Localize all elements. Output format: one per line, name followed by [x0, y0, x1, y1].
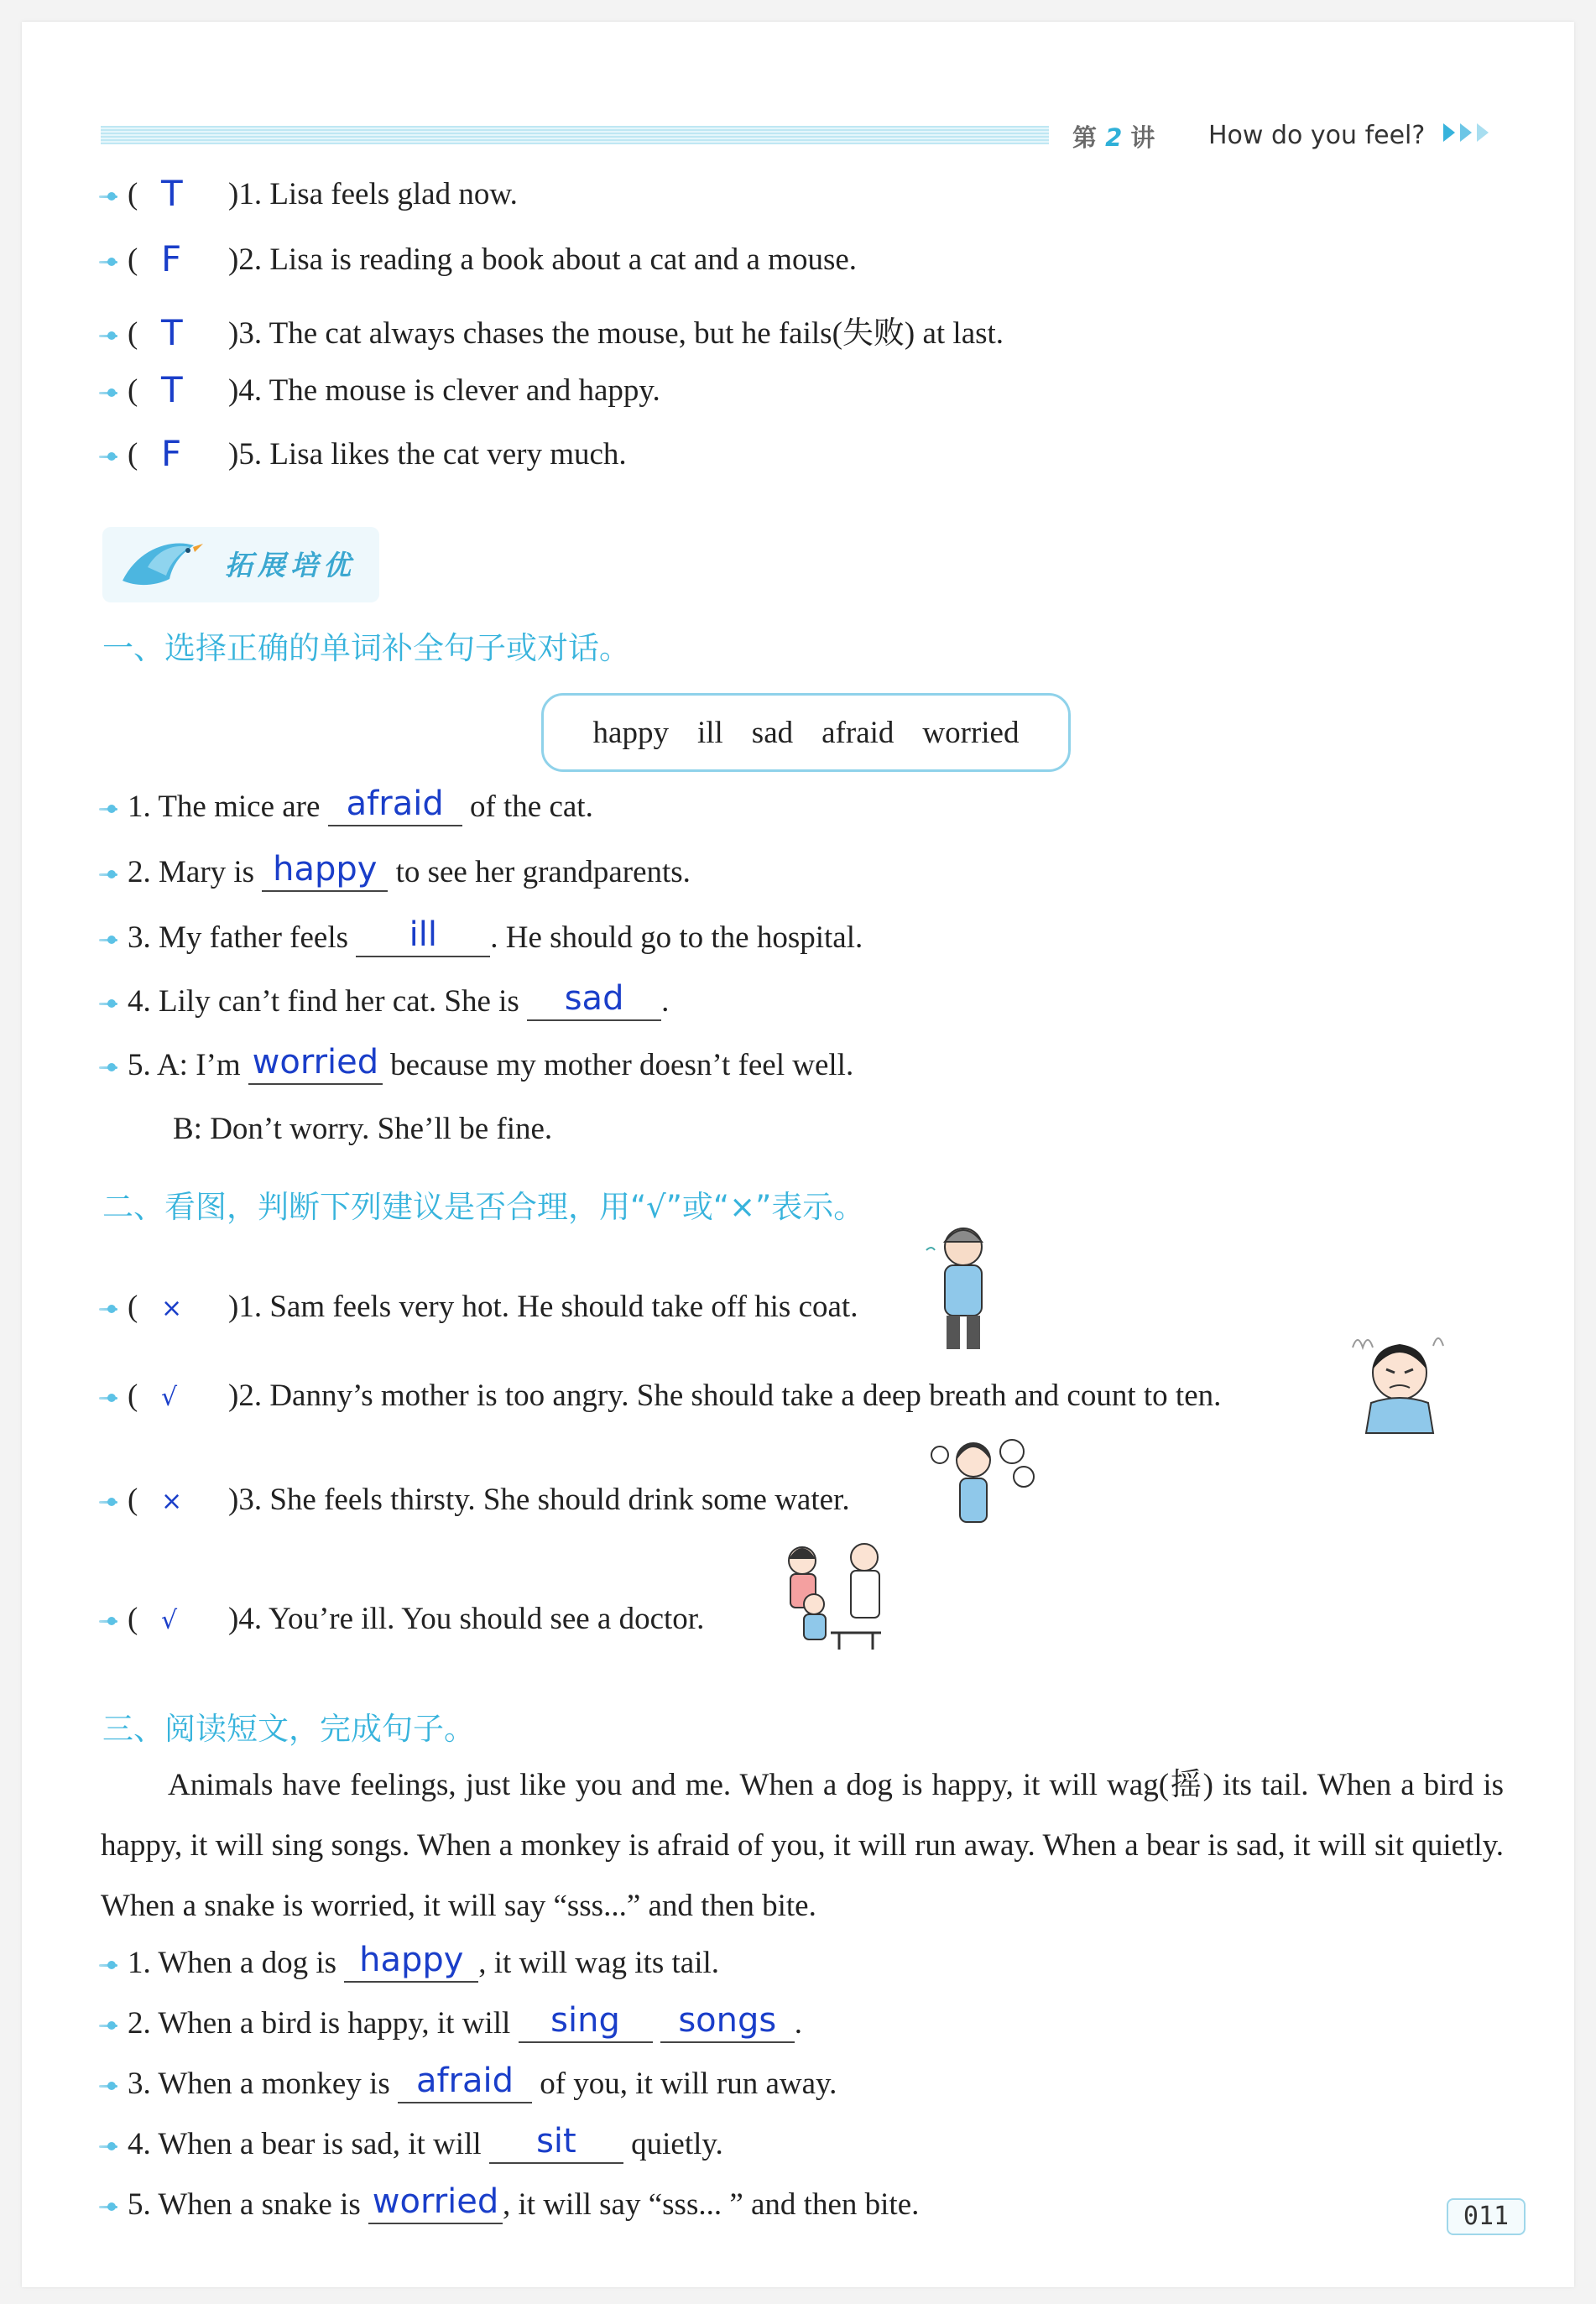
answer-mark: √: [161, 1606, 178, 1635]
bullet-icon: [99, 2197, 119, 2218]
tf-item: ( F )2. Lisa is reading a book about a cat and a mouse.: [99, 242, 857, 278]
bullet-icon: [99, 447, 119, 467]
boy-in-coat-illustration: [921, 1217, 1005, 1359]
answer-mark: ×: [161, 1294, 183, 1323]
answer-mark: T: [161, 312, 183, 353]
fill-item: 2. When a bird is happy, it will sing songs .: [99, 2005, 802, 2043]
bullet-icon: [99, 1956, 119, 1976]
word-bank-item: worried: [922, 715, 1020, 750]
page-number: 011: [1447, 2198, 1526, 2235]
answer-text: happy: [273, 850, 378, 889]
answer-mark: ×: [161, 1487, 183, 1516]
judge-item: ( × )3. She feels thirsty. She should drink some water.: [99, 1482, 850, 1518]
fill-item: 5. When a snake is worried , it will say “sss... ” and then bite.: [99, 2187, 919, 2224]
judge-item: ( √ )2. Danny’s mother is too angry. She should take a deep breath and count to ten.: [99, 1378, 1221, 1414]
tf-item: ( T )1. Lisa feels glad now.: [99, 176, 518, 212]
bullet-icon: [99, 2077, 119, 2097]
bird-icon: [114, 530, 206, 597]
fill-item: 2. Mary is happy to see her grandparents.: [99, 854, 691, 892]
answer-mark: F: [161, 433, 182, 474]
bullet-icon: [99, 865, 119, 885]
dialog-reply: B: Don’t worry. She’ll be fine.: [173, 1112, 553, 1146]
answer-text: worried: [372, 2182, 499, 2221]
word-bank-item: afraid: [821, 715, 894, 750]
answer-text: songs: [678, 2001, 777, 2040]
angry-mother-illustration: [1341, 1322, 1458, 1440]
bullet-icon: [99, 994, 119, 1014]
bullet-icon: [99, 800, 119, 820]
bullet-icon: [99, 253, 119, 273]
fill-item: 3. When a monkey is afraid of you, it will run away.: [99, 2066, 837, 2103]
fill-item: 4. When a bear is sad, it will sit quietly.: [99, 2126, 723, 2164]
answer-mark: T: [161, 369, 183, 410]
judge-item: ( √ )4. You’re ill. You should see a doctor.: [99, 1601, 704, 1637]
extension-title: 拓展培优: [225, 549, 356, 581]
lesson-label: 第 2 讲: [1072, 123, 1155, 152]
word-bank-item: ill: [696, 715, 723, 750]
tf-item: ( T )3. The cat always chases the mouse, but he fails(失败) at last.: [99, 307, 1004, 352]
thirsty-girl-illustration: [923, 1426, 1041, 1544]
bullet-icon: [99, 1300, 119, 1320]
word-bank-item: happy: [592, 715, 669, 750]
section1-title: 一、选择正确的单词补全句子或对话。: [102, 630, 630, 666]
answer-mark: T: [161, 173, 183, 214]
bullet-icon: [99, 383, 119, 404]
section2-title: 二、看图，判断下列建议是否合理，用“√”或“×”表示。: [102, 1189, 865, 1225]
header-band: [101, 126, 1049, 144]
tf-item: ( F )5. Lisa likes the cat very much.: [99, 436, 627, 472]
answer-text: worried: [252, 1043, 379, 1082]
header-title: How do you feel?: [1208, 121, 1426, 150]
answer-text: sing: [550, 2001, 620, 2040]
fill-item: 3. My father feels ill . He should go to the hospital.: [99, 920, 863, 957]
answer-text: sit: [536, 2122, 576, 2161]
fill-item: 5. A: I’m worried because my mother doesn’t feel well.: [99, 1047, 853, 1085]
answer-text: ill: [409, 915, 437, 954]
fill-item: 1. The mice are afraid of the cat.: [99, 789, 593, 826]
answer-mark: √: [161, 1383, 178, 1412]
answer-text: afraid: [415, 2062, 514, 2100]
answer-text: happy: [359, 1941, 464, 1979]
fill-item: 4. Lily can’t find her cat. She is sad .: [99, 983, 669, 1021]
bullet-icon: [99, 1493, 119, 1513]
bullet-icon: [99, 1389, 119, 1409]
word-bank: [541, 693, 1071, 772]
answer-text: sad: [564, 979, 624, 1018]
reading-passage: Animals have feelings, just like you and me. When a dog is happy, it will wag(摇) its tail. When a bird is happy, it will sing songs. When a monkey is afraid of you, it will run away. When a bear is sad, it will sit quietly. When a snake is worried, it will say “sss...” and then bite.: [101, 1768, 1504, 1923]
doctor-visit-illustration: [772, 1532, 898, 1658]
bullet-icon: [99, 326, 119, 347]
bullet-icon: [99, 2137, 119, 2157]
word-bank-item: sad: [751, 715, 794, 750]
bullet-icon: [99, 930, 119, 951]
tf-item: ( T )4. The mouse is clever and happy.: [99, 373, 660, 409]
bullet-icon: [99, 1058, 119, 1078]
judge-item: ( × )1. Sam feels very hot. He should take off his coat.: [99, 1289, 858, 1325]
bullet-icon: [99, 2016, 119, 2036]
answer-mark: F: [161, 238, 182, 279]
triple-arrow-icon: [1442, 120, 1495, 145]
bullet-icon: [99, 187, 119, 207]
section3-title: 三、阅读短文，完成句子。: [102, 1711, 475, 1747]
bullet-icon: [99, 1612, 119, 1632]
answer-text: afraid: [346, 785, 444, 823]
fill-item: 1. When a dog is happy , it will wag its tail.: [99, 1945, 719, 1983]
